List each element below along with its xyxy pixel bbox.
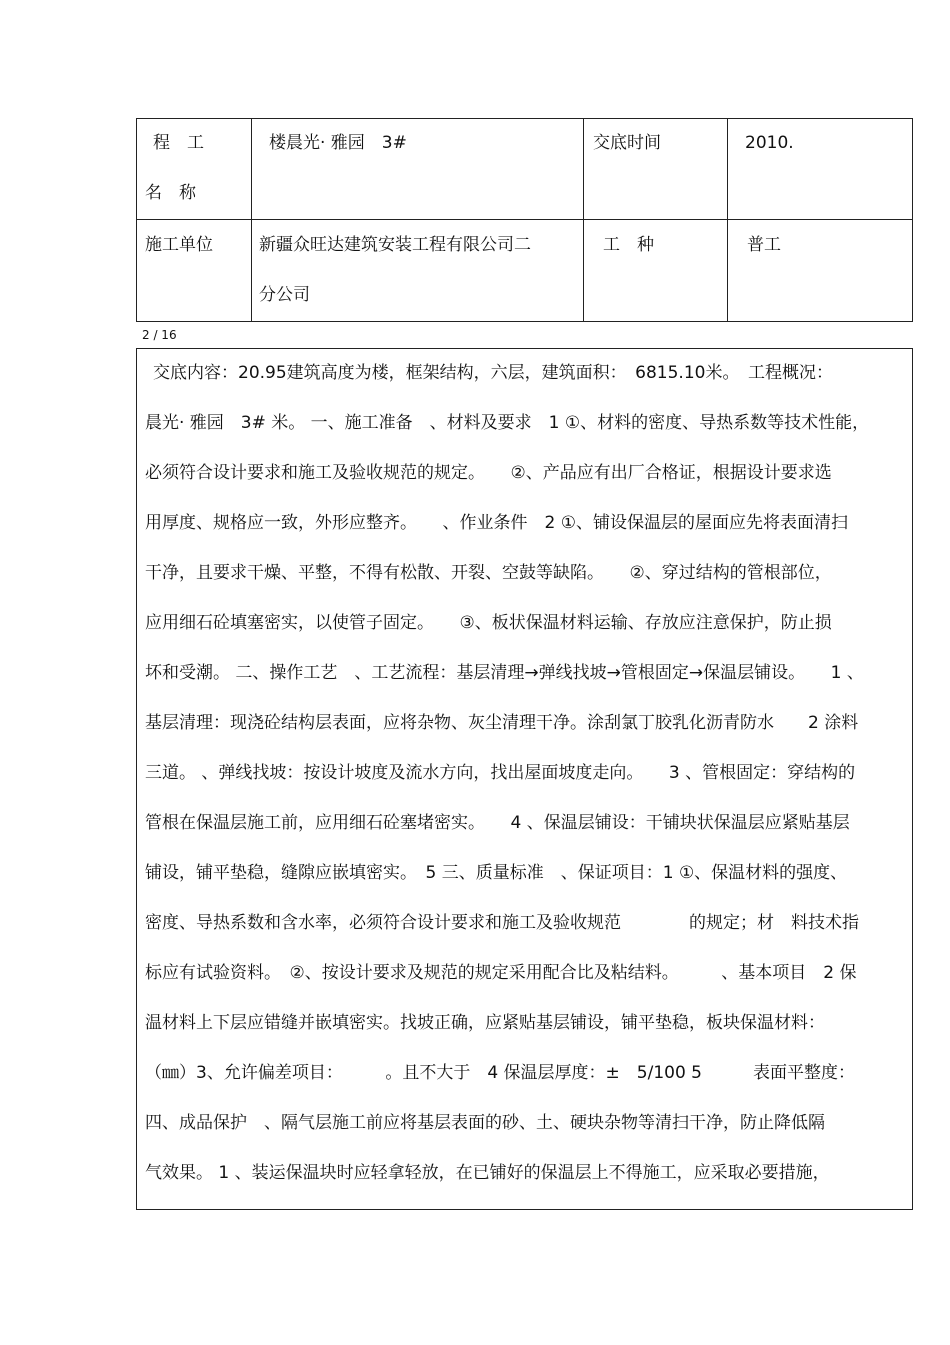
content-line: 三道。 、弹线找坡：按设计坡度及流水方向，找出屋面坡度走向。 3 、管根固定：穿结构的 bbox=[145, 763, 856, 783]
content-line: 四、成品保护 、隔气层施工前应将基层表面的砂、土、硬块杂物等清扫干净，防止降低隔 bbox=[145, 1113, 825, 1133]
unit-label: 施工单位 bbox=[145, 235, 213, 255]
table-divider bbox=[137, 219, 912, 220]
table-divider bbox=[583, 119, 584, 321]
content-line: （㎜）3、允许偏差项目： 。且不大于 4 保温层厚度：± 5/100 5 表面平整度： bbox=[145, 1063, 855, 1083]
time-value: 2010. bbox=[745, 133, 794, 153]
content-line: 气效果。 1 、装运保温块时应轻拿轻放，在已铺好的保温层上不得施工，应采取必要措施， bbox=[145, 1163, 830, 1183]
table-divider bbox=[251, 119, 252, 321]
page-number: 2 / 16 bbox=[142, 328, 177, 342]
content-line: 应用细石砼填塞密实，以使管子固定。 ③、板状保温材料运输、存放应注意保护，防止损 bbox=[145, 613, 832, 633]
content-line: 交底内容：20.95建筑高度为楼，框架结构，六层，建筑面积： 6815.10米。 工程概况： bbox=[153, 363, 833, 383]
content-line: 用厚度、规格应一致，外形应整齐。 、作业条件 2 ①、铺设保温层的屋面应先将表面清扫 bbox=[145, 513, 848, 533]
disclosure-content-box bbox=[136, 348, 913, 1210]
content-line: 干净，且要求干燥、平整，不得有松散、开裂、空鼓等缺陷。 ②、穿过结构的管根部位， bbox=[145, 563, 832, 583]
content-line: 密度、导热系数和含水率，必须符合设计要求和施工及验收规范 的规定；材 料技术指 bbox=[145, 913, 859, 933]
trade-label: 工 种 bbox=[603, 235, 654, 255]
content-line: 基层清理：现浇砼结构层表面，应将杂物、灰尘清理干净。涂刮氯丁胶乳化沥青防水 2 涂料 bbox=[145, 713, 859, 733]
content-line: 标应有试验资料。 ②、按设计要求及规范的规定采用配合比及粘结料。 、基本项目 2 保 bbox=[145, 963, 857, 983]
unit-name-line2: 分公司 bbox=[259, 285, 310, 305]
header-table bbox=[136, 118, 913, 322]
content-line: 温材料上下层应错缝并嵌填密实。找坡正确，应紧贴基层铺设，铺平垫稳，板块保温材料： bbox=[145, 1013, 825, 1033]
table-divider bbox=[727, 119, 728, 321]
content-line: 晨光· 雅园 3# 米。 一、施工准备 、材料及要求 1 ①、材料的密度、导热系数等技术性能， bbox=[145, 413, 870, 433]
project-label-line1: 程 工 bbox=[153, 133, 204, 153]
content-line: 必须符合设计要求和施工及验收规范的规定。 ②、产品应有出厂合格证，根据设计要求选 bbox=[145, 463, 832, 483]
project-name: 楼晨光· 雅园 3# bbox=[269, 133, 407, 153]
content-line: 坏和受潮。 二、操作工艺 、工艺流程：基层清理→弹线找坡→管根固定→保温层铺设。 1 、 bbox=[145, 663, 864, 683]
trade-value: 普工 bbox=[747, 235, 781, 255]
unit-name-line1: 新疆众旺达建筑安装工程有限公司二 bbox=[259, 235, 531, 255]
time-label: 交底时间 bbox=[593, 133, 661, 153]
project-label-line2: 名 称 bbox=[145, 183, 196, 203]
content-line: 铺设，铺平垫稳，缝隙应嵌填密实。 5 三、质量标准 、保证项目：1 ①、保温材料的强度、 bbox=[145, 863, 848, 883]
content-line: 管根在保温层施工前，应用细石砼塞堵密实。 4 、保温层铺设：干铺块状保温层应紧贴基层 bbox=[145, 813, 850, 833]
